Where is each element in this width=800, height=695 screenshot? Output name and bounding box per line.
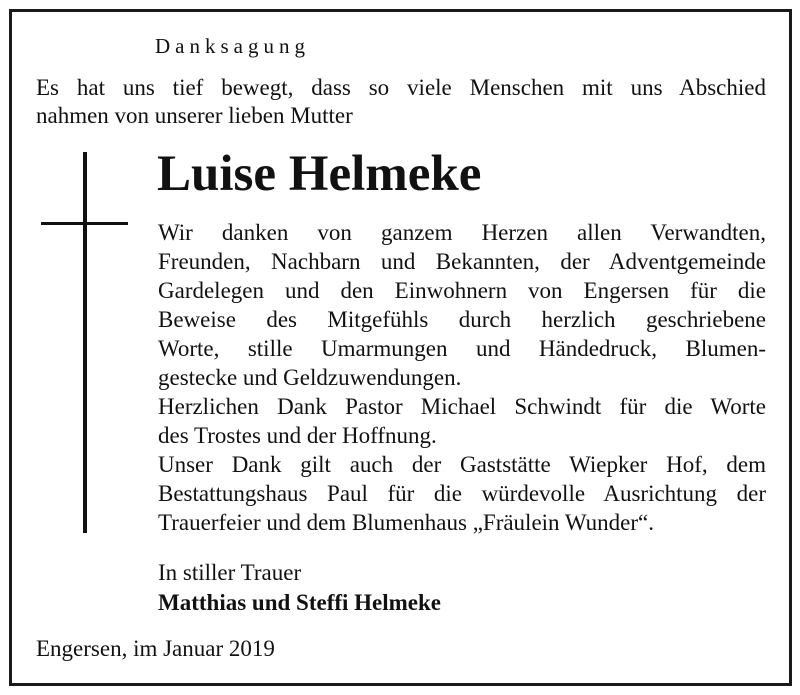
- body-line: des Trostes und der Hoffnung.: [158, 423, 437, 448]
- place-date: Engersen, im Januar 2019: [36, 636, 275, 661]
- body-line: gestecke und Geldzuwendungen.: [158, 365, 462, 390]
- intro-line: Es hat uns tief bewegt, dass so viele Menschen mit uns Abschied: [36, 75, 766, 100]
- intro-line: nahmen von unserer lieben Mutter: [36, 103, 353, 128]
- body-line: Trauerfeier und dem Blumenhaus „Fräulein Wunder“.: [158, 510, 654, 535]
- body-line: Herzlichen Dank Pastor Michael Schwindt für die Worte: [158, 394, 766, 419]
- body-line: Worte, stille Umarmungen und Händedruck, Blumen-: [158, 336, 766, 361]
- body-line: Freunden, Nachbarn und Bekannten, der Adventgemeinde: [158, 249, 766, 274]
- intro-text: [36, 74, 766, 130]
- signers-names: Matthias und Steffi Helmeke: [158, 590, 442, 615]
- notice-heading: Danksagung: [155, 34, 310, 58]
- closing-text: In stiller Trauer: [158, 560, 302, 585]
- body-line: Beweise des Mitgefühls durch herzlich geschriebene: [158, 307, 766, 332]
- deceased-name: Luise Helmeke: [157, 146, 482, 202]
- body-line: Unser Dank gilt auch der Gaststätte Wiepker Hof, dem: [158, 452, 766, 477]
- cross-horizontal-bar: [41, 222, 128, 225]
- cross-vertical-bar: [83, 152, 87, 533]
- body-line: Gardelegen und den Einwohnern von Engersen für die: [158, 278, 766, 303]
- thanks-body: [158, 218, 766, 537]
- body-line: Wir danken von ganzem Herzen allen Verwandten,: [158, 220, 766, 245]
- body-line: Bestattungshaus Paul für die würdevolle Ausrichtung der: [158, 481, 766, 506]
